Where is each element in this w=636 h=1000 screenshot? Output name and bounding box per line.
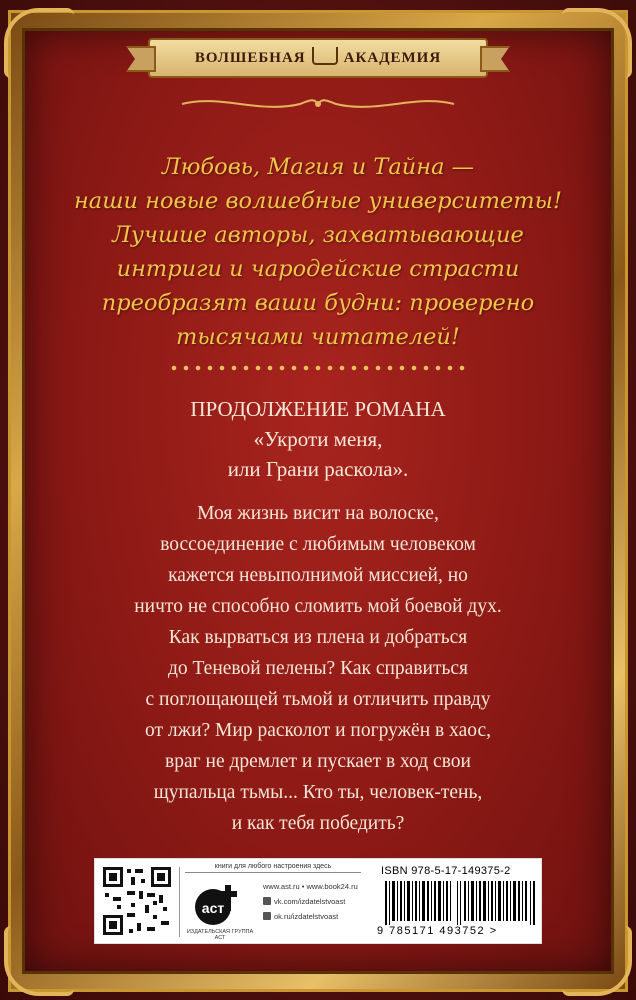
isbn: ISBN 978-5-17-149375-2 — [381, 865, 511, 877]
blurb-line: от лжи? Мир расколот и погружён в хаос, — [144, 720, 492, 741]
qr-code-icon[interactable] — [101, 865, 173, 937]
ornament-corner-icon — [562, 926, 632, 996]
publisher-slogan: книги для любого настроения здесь — [185, 863, 361, 873]
ok-icon — [263, 912, 271, 920]
sequel-line: ПРОДОЛЖЕНИЕ РОМАНА — [190, 397, 446, 421]
flourish-divider-icon — [180, 92, 456, 116]
sequel-line: «Укроти меня, — [253, 427, 383, 451]
tagline-line: преобразят ваши будни: проверено — [101, 290, 535, 316]
book-blurb — [60, 498, 576, 839]
publisher-info-bar — [94, 858, 542, 944]
blurb-line: Как вырваться из плена и добраться — [168, 627, 468, 648]
blurb-line: ничто не способно сломить мой боевой дух. — [134, 596, 502, 617]
blurb-line: кажется невыполнимой миссией, но — [168, 565, 468, 586]
blurb-line: воссоединение с любимым человеком — [160, 534, 476, 555]
tagline-line: тысячами читателей! — [176, 324, 460, 350]
publisher-logo-text: аст — [201, 900, 225, 916]
tagline-line: наши новые волшебные университеты! — [73, 188, 562, 214]
tagline-line: интриги и чародейские страсти — [116, 256, 520, 282]
barcode-number: 9 785171 493752 > — [377, 925, 498, 937]
ornament-corner-icon — [4, 8, 74, 78]
sequel-line: или Грани раскола». — [227, 457, 409, 481]
open-book-icon — [312, 47, 338, 65]
vk-link[interactable]: vk.com/izdatelstvoast — [263, 894, 373, 909]
barcode-icon — [385, 881, 535, 925]
vk-icon — [263, 897, 271, 905]
sequel-notice — [60, 394, 576, 484]
series-tagline — [60, 150, 576, 354]
separator — [179, 867, 180, 937]
blurb-line: с поглощающей тьмой и отличить правду — [145, 689, 491, 710]
tagline-line: Лучшие авторы, захватывающие — [112, 222, 524, 248]
ornament-corner-icon — [4, 926, 74, 996]
series-banner — [148, 38, 488, 78]
tagline-line: Любовь, Магия и Тайна — — [161, 154, 475, 180]
dotted-divider — [168, 364, 468, 372]
series-name-right: АКАДЕМИЯ — [343, 49, 442, 66]
blurb-line: щупальца тьмы... Кто ты, человек-тень, — [153, 782, 483, 803]
website-link[interactable]: www.ast.ru • www.book24.ru — [263, 882, 358, 891]
series-name-left: ВОЛШЕБНАЯ — [194, 49, 306, 66]
publisher-subtitle: ИЗДАТЕЛЬСКАЯ ГРУППА АСТ — [186, 929, 254, 941]
ast-logo-icon — [191, 883, 245, 927]
blurb-line: и как тебя победить? — [231, 813, 405, 834]
ok-link[interactable]: ok.ru/izdatelstvoast — [263, 909, 373, 924]
publisher-links — [263, 879, 373, 924]
blurb-line: враг не дремлет и пускает в ход свои — [165, 751, 471, 772]
blurb-line: до Теневой пелены? Как справиться — [167, 658, 469, 679]
blurb-line: Моя жизнь висит на волоске, — [197, 503, 439, 524]
ornament-corner-icon — [562, 8, 632, 78]
